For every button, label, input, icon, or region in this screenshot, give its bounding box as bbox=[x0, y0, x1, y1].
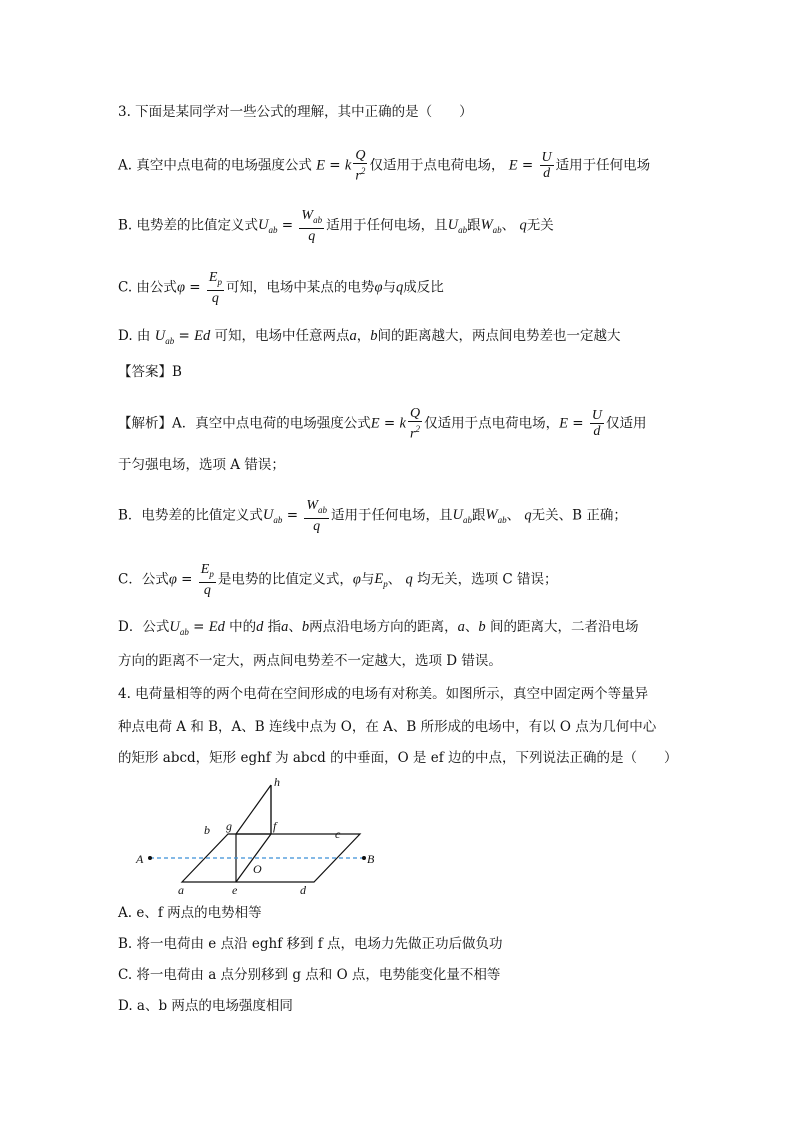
label-c: c bbox=[335, 827, 341, 841]
q3-answer: 【答案】B bbox=[118, 364, 182, 380]
label-o: O bbox=[253, 862, 262, 876]
q4-stem-line2: 种点电荷 A 和 B，A、B 连线中点为 O，在 A、B 所形成的电场中，有以 O 点为几何中心 bbox=[118, 719, 657, 735]
label-charge-b: B bbox=[367, 852, 375, 866]
q3-analysis-c: C．公式φ = $\frac{E_p}{q}$ 是电势的比值定义式，φ与$E_p$、 q 均无关，选项 C 错误； bbox=[118, 562, 558, 598]
q4-figure bbox=[128, 772, 388, 896]
q3-option-d: D. 由 $U_{ab} = Ed$ 可知，电场中任意两点a，b间的距离越大，两点间电势差也一定越大 bbox=[118, 328, 621, 346]
q4-option-d: D. a、b 两点的电场强度相同 bbox=[118, 998, 293, 1014]
label-b: b bbox=[204, 823, 210, 837]
q3-analysis-a2: 于匀强电场，选项 A 错误； bbox=[118, 457, 285, 473]
q4-stem-line3: 的矩形 abcd，矩形 eghf 为 abcd 的中垂面，O 是 ef 边的中点，下列说法正确的是（ ） bbox=[118, 750, 678, 766]
q3-option-c: C. 由公式φ = $\frac{E_p}{q}$ 可知，电场中某点的电势φ与q成反比 bbox=[118, 270, 444, 306]
q4-stem-line1: 4. 电荷量相等的两个电荷在空间形成的电场有对称美。如图所示，真空中固定两个等量异 bbox=[118, 686, 649, 702]
q3-analysis-b: B．电势差的比值定义式$U_{ab}$ = $\frac{W_{ab}}{q}$ 适用于任何电场，且$U_{ab}$跟$W_{ab}$、 q无关、B 正确； bbox=[118, 498, 627, 534]
label-d: d bbox=[300, 883, 306, 896]
q3-analysis-d: D．公式$U_{ab} = Ed$ 中的d 指a、b两点沿电场方向的距离，a、b 间的距离大，二者沿电场 bbox=[118, 619, 639, 637]
q3-stem: 3. 下面是某同学对一些公式的理解，其中正确的是（ ） bbox=[118, 104, 473, 120]
q3-option-a: A. 真空中点电荷的电场强度公式 E = k $\frac{Q}{r^2}$ 仅适用于点电荷电场， E = $\frac{U}{d}$ 适用于任何电场 bbox=[118, 148, 651, 184]
q3-option-b: B. 电势差的比值定义式$U_{ab}$ = $\frac{W_{ab}}{q}$ 适用于任何电场，且$U_{ab}$跟$W_{ab}$、 q无关 bbox=[118, 208, 554, 244]
q3-analysis-a: 【解析】A．真空中点电荷的电场强度公式E = k $\frac{Q}{r^2}$ 仅适用于点电荷电场，E = $\frac{U}{d}$ 仅适用 bbox=[118, 406, 647, 442]
label-g: g bbox=[226, 819, 232, 833]
q4-option-c: C. 将一电荷由 a 点分别移到 g 点和 O 点，电势能变化量不相等 bbox=[118, 967, 501, 983]
label-f: f bbox=[273, 819, 277, 833]
charge-b-dot bbox=[362, 856, 366, 860]
label-e: e bbox=[232, 883, 238, 896]
label-charge-a: A bbox=[136, 852, 144, 866]
q4-option-b: B. 将一电荷由 e 点沿 eghf 移到 f 点，电场力先做正功后做负功 bbox=[118, 936, 503, 952]
label-h: h bbox=[274, 775, 280, 789]
charge-a-dot bbox=[148, 856, 152, 860]
label-a: a bbox=[178, 883, 184, 896]
q3-analysis-d2: 方向的距离不一定大，两点间电势差不一定越大，选项 D 错误。 bbox=[118, 653, 502, 669]
q4-option-a: A. e、f 两点的电势相等 bbox=[118, 905, 262, 921]
